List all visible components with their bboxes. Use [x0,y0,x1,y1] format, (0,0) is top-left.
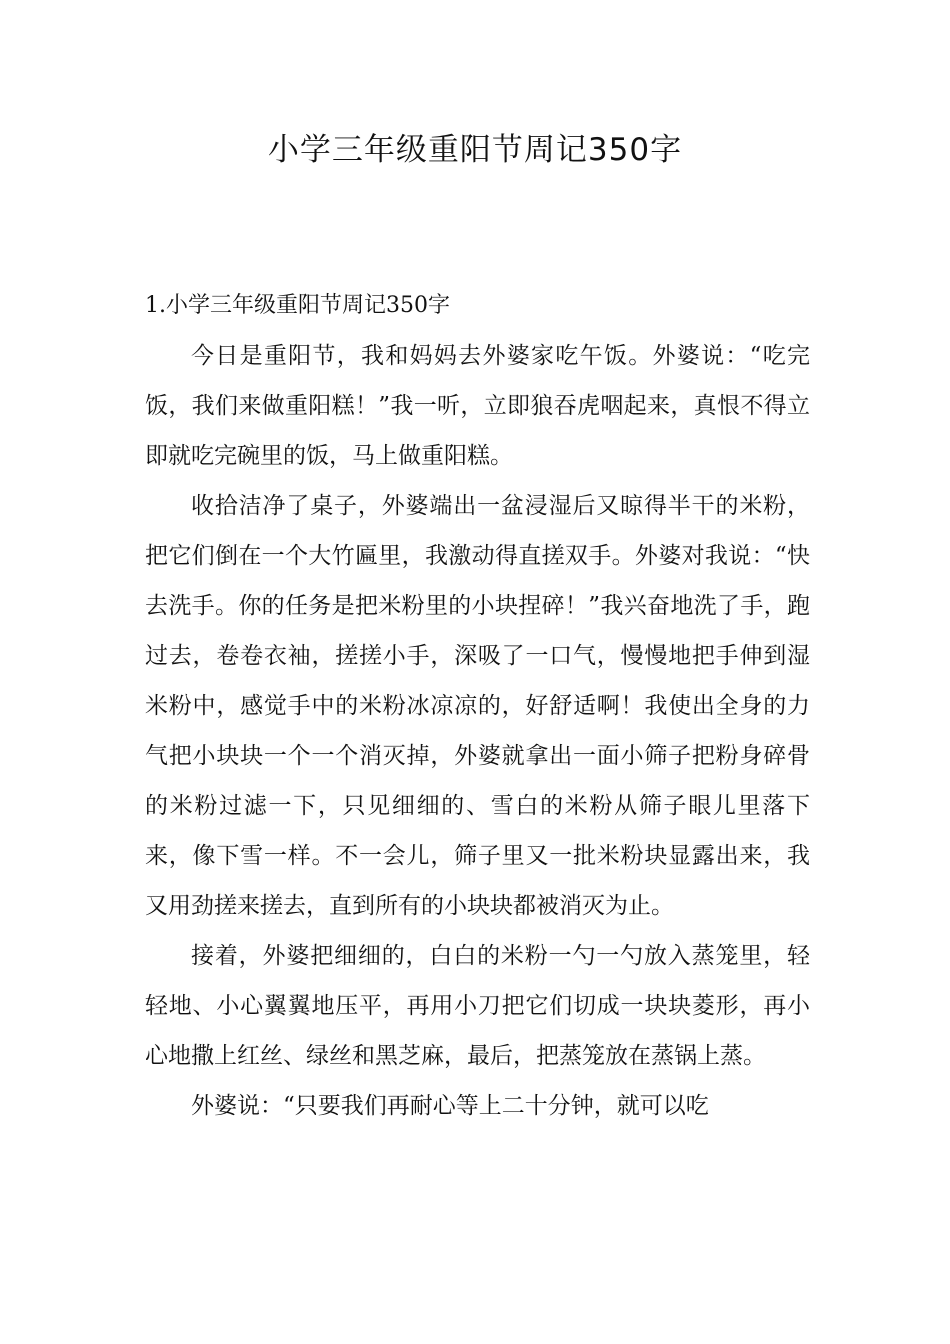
paragraph-1: 今日是重阳节，我和妈妈去外婆家吃午饭。外婆说：“吃完饭，我们来做重阳糕！”我一听，立即狼吞虎咽起来，真恨不得立即就吃完碗里的饭，马上做重阳糕。 [145,343,810,469]
paragraph-3: 接着，外婆把细细的，白白的米粉一勺一勺放入蒸笼里，轻轻地、小心翼翼地压平，再用小刀把它们切成一块块菱形，再小心地撒上红丝、绿丝和黑芝麻，最后，把蒸笼放在蒸锅上蒸。 [145,943,810,1069]
document-body [145,281,810,1131]
paragraph-2: 收拾洁净了桌子，外婆端出一盆浸湿后又晾得半干的米粉，把它们倒在一个大竹匾里，我激动得直搓双手。外婆对我说：“快去洗手。你的任务是把米粉里的小块捏碎！”我兴奋地洗了手，跑过去，卷卷衣袖，搓搓小手，深吸了一口气，慢慢地把手伸到湿米粉中，感觉手中的米粉冰凉凉的，好舒适啊！我使出全身的力气把小块块一个一个消灭掉，外婆就拿出一面小筛子把粉身碎骨的米粉过滤一下，只见细细的、雪白的米粉从筛子眼儿里落下来，像下雪一样。不一会儿，筛子里又一批米粉块显露出来，我又用劲搓来搓去，直到所有的小块块都被消灭为止。 [145,493,810,919]
section-heading: 1.小学三年级重阳节周记350字 [145,293,450,318]
document-title: 小学三年级重阳节周记350字 [267,132,683,168]
paragraph-4: 外婆说：“只要我们再耐心等上二十分钟，就可以吃 [191,1093,709,1119]
